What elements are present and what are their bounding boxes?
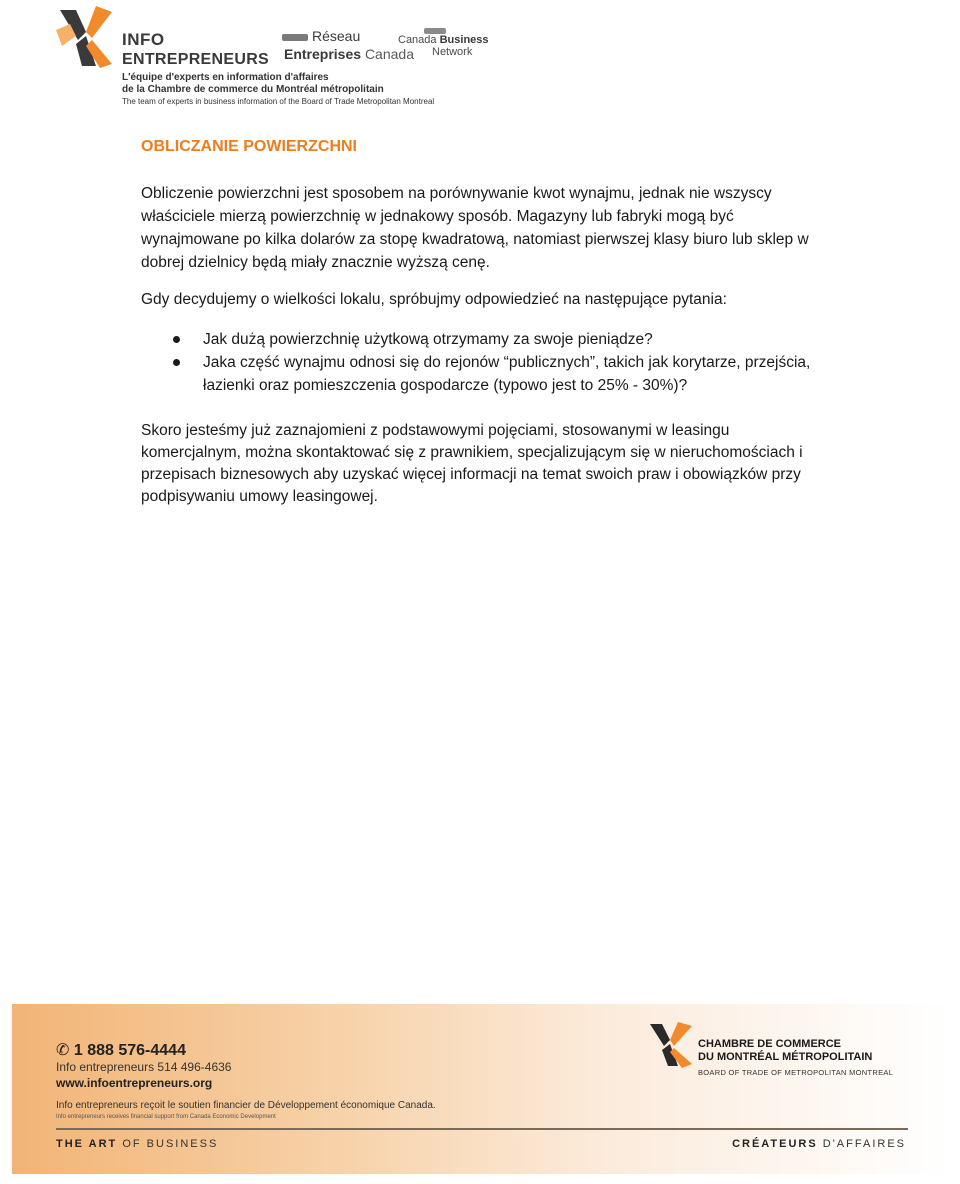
list-item bbox=[141, 351, 831, 397]
tagline-fr bbox=[122, 72, 384, 96]
tagline-fr-line-1: L'équipe d'experts en information d'affaires bbox=[122, 72, 329, 83]
footer bbox=[12, 1004, 950, 1174]
cbn-line-1: Canada Business bbox=[398, 34, 489, 46]
cbn-line-2: Network bbox=[432, 46, 473, 58]
art-of-business-slogan: THE ART OF BUSINESS bbox=[56, 1138, 219, 1150]
canada-business-network-logo bbox=[398, 34, 489, 58]
chamber-name bbox=[698, 1038, 872, 1064]
info-entrepreneurs-logo-icon bbox=[56, 6, 114, 70]
createurs-slogan: CRÉATEURS D'AFFAIRES bbox=[732, 1138, 906, 1150]
reseau-line-2: Entreprises Canada bbox=[284, 46, 414, 62]
tagline-en: The team of experts in business information of the Board of Trade Metropolitan Montreal bbox=[122, 97, 435, 106]
footer-divider bbox=[56, 1128, 908, 1130]
paragraph-conclusion: Skoro jesteśmy już zaznajomieni z podstawowymi pojęciami, stosowanymi w leasingu komercjalnym, można skontaktować się z prawnikiem, specjalizującym się w nieruchomościach i przepisach biznesowych aby uzyskać więcej informacji na temat swoich praw i obowiązków przy podpisywaniu umowy leasingowej. bbox=[141, 422, 803, 505]
brand-name bbox=[122, 30, 269, 70]
chamber-line-1: CHAMBRE DE COMMERCE bbox=[698, 1038, 841, 1050]
question-list bbox=[141, 328, 831, 397]
page-title: OBLICZANIE POWIERZCHNI bbox=[141, 138, 357, 155]
paragraph-intro: Obliczenie powierzchni jest sposobem na porównywanie kwot wynajmu, jednak nie wszyscy właściciele mierzą powierzchnię w jednakowy sposób. Magazyny lub fabryki mogą być wynajmowane po kilka dolarów za stopę kwadratową, natomiast pierwszej klasy biuro lub sklep w dobrej dzielnicy będą miały znacznie wyższą cenę. bbox=[141, 185, 809, 271]
list-item-text: Jaka część wynajmu odnosi się do rejonów “publicznych”, takich jak korytarze, przejścia, łazienki oraz pomieszczenia gospodarcze (typowo jest to 25% - 30%)? bbox=[203, 354, 811, 394]
funding-note-en: Info entrepreneurs receives financial support from Canada Economic Development bbox=[56, 1114, 276, 1120]
website-link[interactable]: www.infoentrepreneurs.org bbox=[56, 1076, 213, 1090]
brand-line-1: INFO bbox=[122, 30, 165, 49]
bullet-icon bbox=[173, 336, 180, 343]
header bbox=[50, 6, 489, 112]
funding-note: Info entrepreneurs reçoit le soutien financier de Développement économique Canada. bbox=[56, 1100, 436, 1111]
reseau-line-1: Réseau bbox=[312, 28, 361, 44]
phone-local: Info entrepreneurs 514 496-4636 bbox=[56, 1060, 232, 1074]
brand-line-2: ENTREPRENEURS bbox=[122, 51, 270, 68]
cbn-badge-icon bbox=[424, 28, 446, 34]
paragraph-questions: Gdy decydujemy o wielkości lokalu, spróbujmy odpowiedzieć na następujące pytania: bbox=[141, 291, 727, 308]
reseau-badge-icon bbox=[282, 34, 308, 41]
bullet-icon bbox=[173, 359, 180, 366]
list-item bbox=[141, 328, 831, 351]
chamber-line-2: DU MONTRÉAL MÉTROPOLITAIN bbox=[698, 1051, 873, 1063]
list-item-text: Jak dużą powierzchnię użytkową otrzymamy za swoje pieniądze? bbox=[203, 331, 653, 348]
chamber-line-3: BOARD OF TRADE OF METROPOLITAN MONTREAL bbox=[698, 1068, 894, 1077]
tagline-fr-line-2: de la Chambre de commerce du Montréal métropolitain bbox=[122, 84, 384, 95]
phone-toll-free: ✆ 1 888 576-4444 bbox=[56, 1042, 186, 1059]
chamber-logo-icon bbox=[648, 1022, 694, 1068]
